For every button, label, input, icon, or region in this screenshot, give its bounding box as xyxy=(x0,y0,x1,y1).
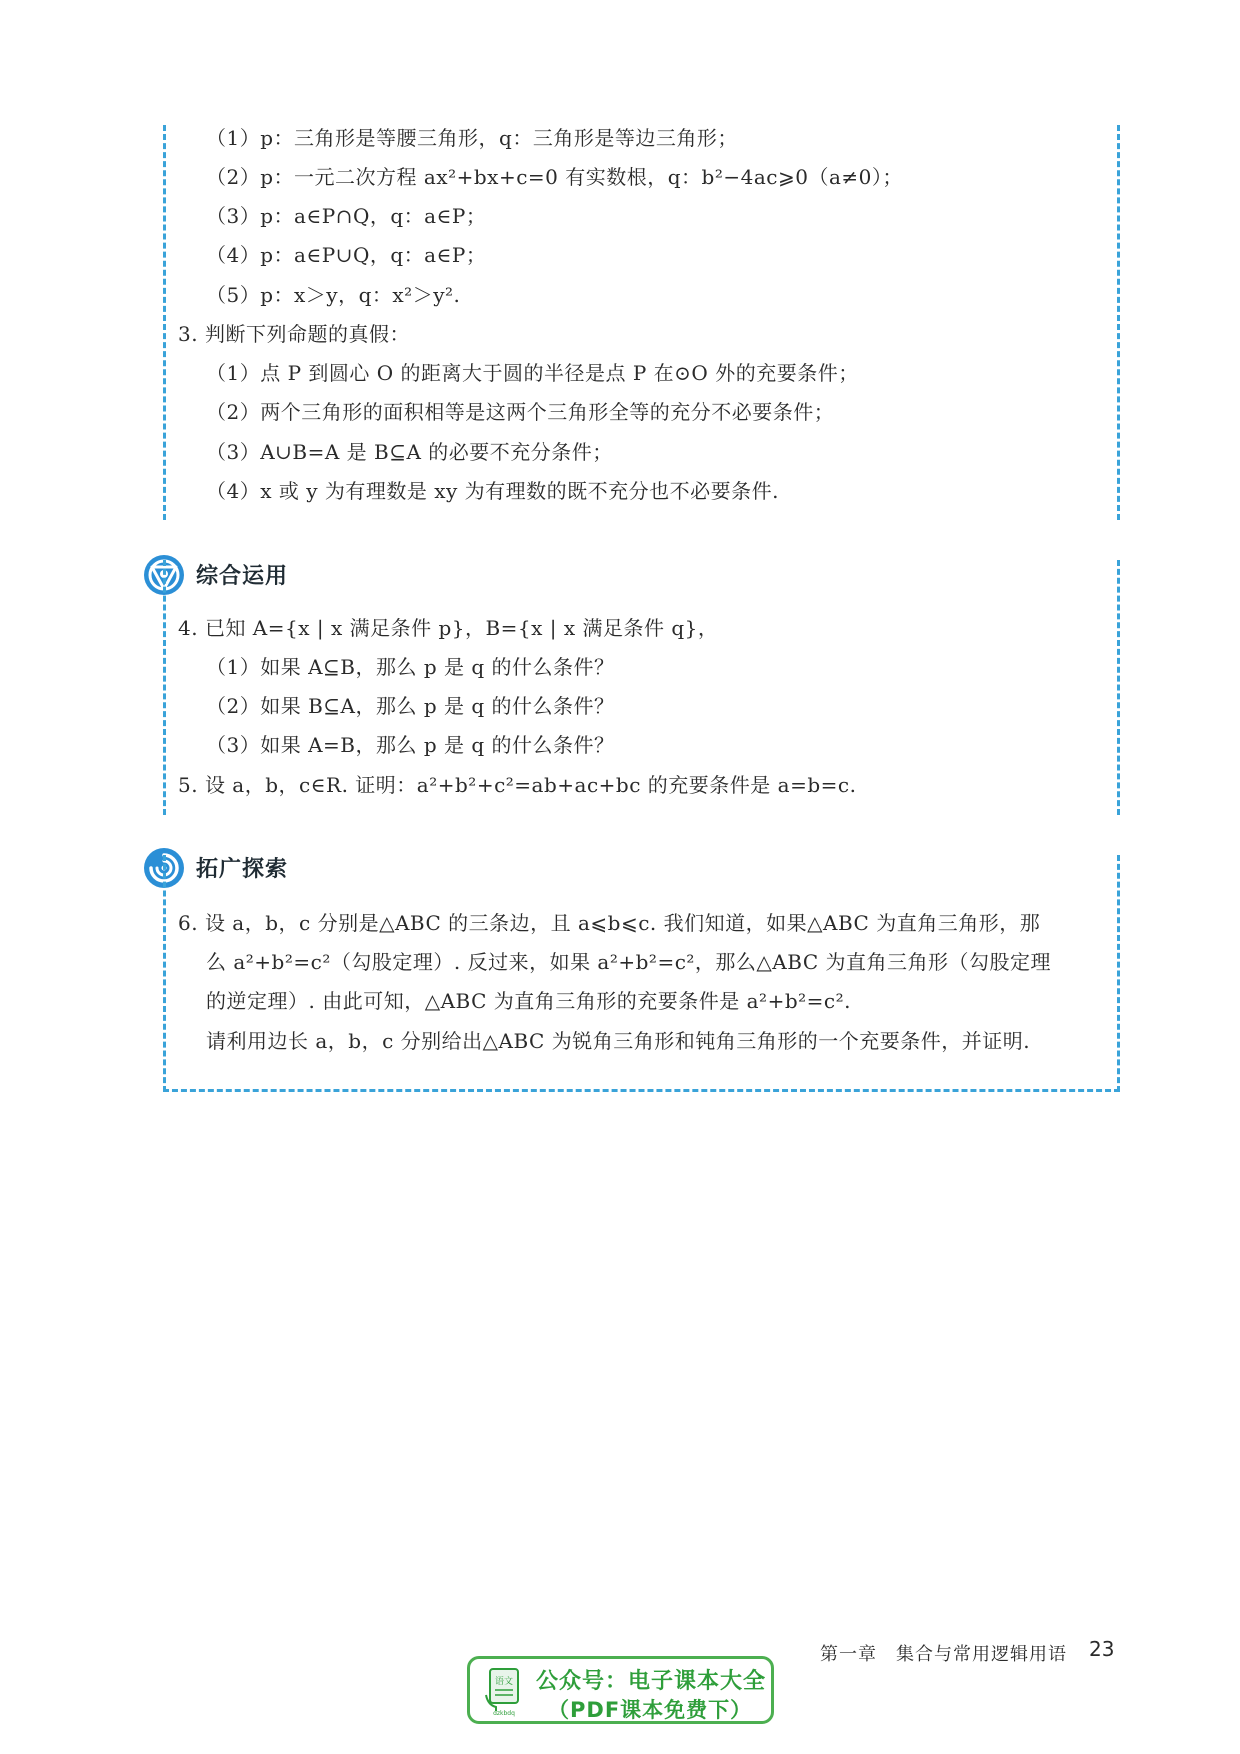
exercise-4-item-2: （2）如果 B⊆A，那么 p 是 q 的什么条件？ xyxy=(206,694,615,718)
exercise-5: 5. 设 a，b，c∈R. 证明：a²+b²+c²=ab+ac+bc 的充要条件是 a=b=c. xyxy=(178,773,857,797)
exercise-4-stem: 4. 已知 A={x | x 满足条件 p}，B={x | x 满足条件 q}， xyxy=(178,616,719,640)
section-comprehensive-title: 综合运用 xyxy=(196,564,289,589)
section-extension-title: 拓广探索 xyxy=(196,857,289,882)
watermark-badge xyxy=(467,1656,774,1724)
exercise-4-item-1: （1）如果 A⊆B，那么 p 是 q 的什么条件？ xyxy=(206,655,615,679)
exercise-2-item-4: （4）p：a∈P∪Q，q：a∈P； xyxy=(206,243,487,267)
book-icon-label: 语文 xyxy=(494,1677,514,1687)
exercise-3-item-4: （4）x 或 y 为有理数是 xy 为有理数的既不充分也不必要条件. xyxy=(206,479,780,503)
watermark-line-2: （PDF课本免费下） xyxy=(548,1698,753,1722)
exercise-2-item-3: （3）p：a∈P∩Q，q：a∈P； xyxy=(206,204,487,228)
exercise-2-item-2: （2）p：一元二次方程 ax²+bx+c=0 有实数根，q：b²−4ac⩾0（a≠0）； xyxy=(206,165,903,189)
exercise-2-item-5: （5）p：x＞y，q：x²＞y². xyxy=(206,283,461,307)
exercise-3-item-3: （3）A∪B=A 是 B⊆A 的必要不充分条件； xyxy=(206,440,613,464)
exercise-2-item-1: （1）p：三角形是等腰三角形，q：三角形是等边三角形； xyxy=(206,126,738,150)
exercise-4-item-3: （3）如果 A=B，那么 p 是 q 的什么条件？ xyxy=(206,733,615,757)
footer-chapter-title: 第一章 集合与常用逻辑用语 xyxy=(820,1644,1067,1665)
exercise-3-item-1: （1）点 P 到圆心 O 的距离大于圆的半径是点 P 在⊙O 外的充要条件； xyxy=(206,361,859,385)
exercise-6-line-3: 的逆定理）. 由此可知，△ABC 为直角三角形的充要条件是 a²+b²=c². xyxy=(206,989,851,1013)
exercise-6-line-4: 请利用边长 a，b，c 分别给出△ABC 为锐角三角形和钝角三角形的一个充要条件，并证明. xyxy=(206,1029,1031,1053)
exercise-6-line-1: 6. 设 a，b，c 分别是△ABC 的三条边，且 a⩽b⩽c. 我们知道，如果△ABC 为直角三角形，那 xyxy=(178,911,1041,935)
watermark-line-1: 公众号：电子课本大全 xyxy=(536,1669,767,1694)
exercise-3-item-2: （2）两个三角形的面积相等是这两个三角形全等的充分不必要条件； xyxy=(206,400,835,424)
page-number: 23 xyxy=(1089,1637,1115,1661)
exercise-6-line-2: 么 a²+b²=c²（勾股定理）. 反过来，如果 a²+b²=c²，那么△ABC 为直角三角形（勾股定理 xyxy=(206,950,1051,974)
book-hand-icon xyxy=(482,1665,526,1717)
book-icon-subtext: dzkbdq xyxy=(493,1710,515,1717)
exercise-3-stem: 3. 判断下列命题的真假： xyxy=(178,322,410,346)
